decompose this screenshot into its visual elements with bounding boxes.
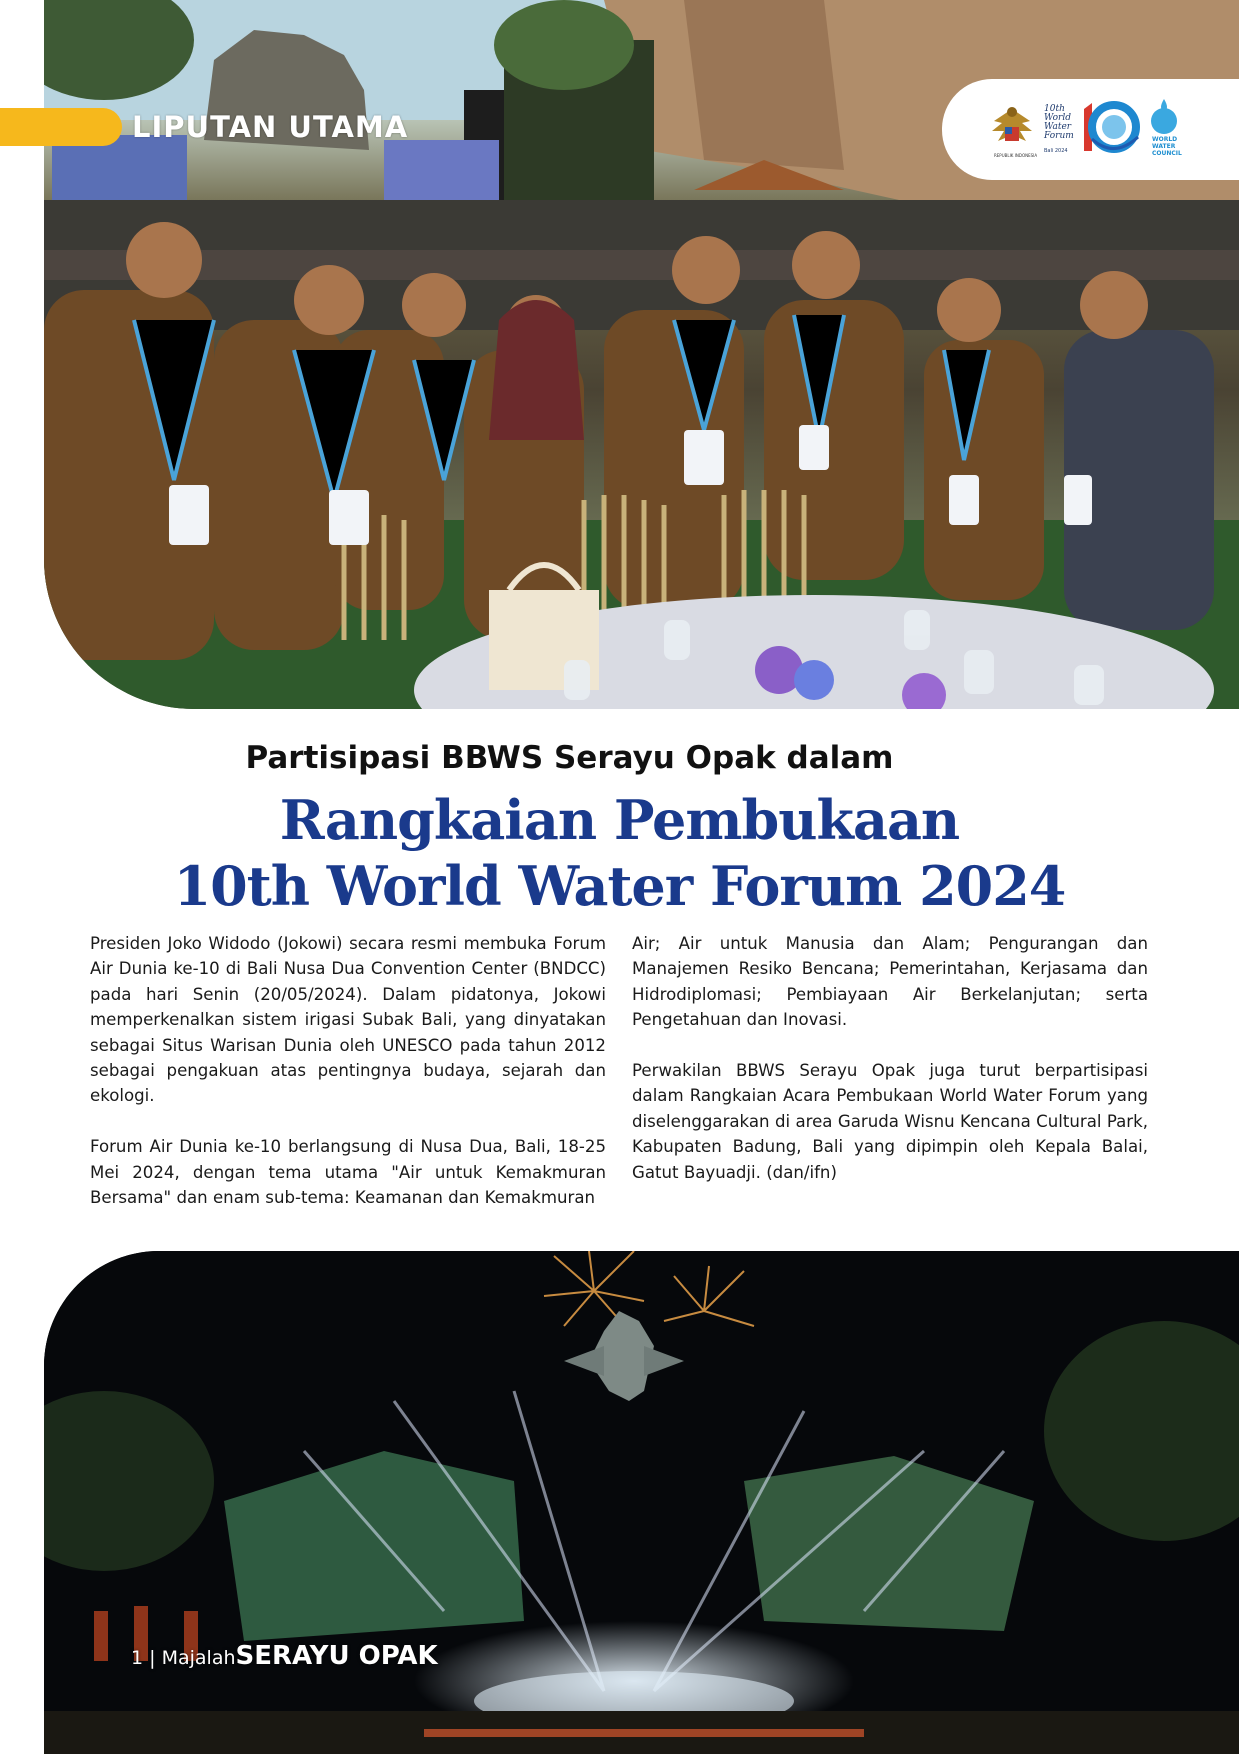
wwf-wordmark: 10th World Water Forum [1044,104,1074,141]
article-headline-line1: Rangkaian Pembukaan [279,788,960,852]
section-accent-bar [0,108,122,146]
section-label: LIPUTAN UTAMA [132,110,409,144]
magazine-prefix: Majalah [161,1647,236,1669]
garuda-emblem-icon [992,107,1032,141]
event-logos-panel [942,79,1239,180]
emblem-caption: REPUBLIK INDONESIA [994,153,1038,158]
opening-ceremony-photo [44,1251,1239,1754]
article-kicker: Partisipasi BBWS Serayu Opak dalam [245,740,894,776]
wwf-10-logo-icon [1084,103,1138,151]
council-wordmark: WORLD WATER COUNCIL [1152,136,1182,157]
paragraph: Perwakilan BBWS Serayu Opak juga turut berpartisipasi dalam Rangkaian Acara Pembukaan World Water Forum yang diselenggarakan di area Garuda Wisnu Kencana Cultural Park, Kabupaten Badung, Bali yang dipimpin oleh Kepala Balai, Gatut Bayuadji. (dan/ifn) [632,1061,1148,1182]
article-column-left [90,931,606,1236]
paragraph: Forum Air Dunia ke-10 berlangsung di Nusa Dua, Bali, 18-25 Mei 2024, dengan tema utama "Air untuk Kemakmuran Bersama" dan enam sub-tema: Keamanan dan Kemakmuran [90,1137,606,1208]
wwf-location: Bali 2024 [1044,148,1068,154]
footer-separator: | [149,1647,156,1669]
page-footer [131,1641,438,1671]
world-water-council-logo-icon [1151,99,1177,134]
paragraph: Air; Air untuk Manusia dan Alam; Pengurangan dan Manajemen Resiko Bencana; Pemerintahan, Kerjasama dan Hidrodiplomasi; Pembiayaan Air Berkelanjutan; serta Pengetahuan dan Inovasi. [632,934,1148,1030]
magazine-brand: SERAYU OPAK [235,1641,438,1671]
article-column-right [632,931,1148,1210]
page-number: 1 [131,1647,144,1669]
paragraph: Presiden Joko Widodo (Jokowi) secara resmi membuka Forum Air Dunia ke-10 di Bali Nusa Dua Convention Center (BNDCC) pada hari Senin (20/05/2024). Dalam pidatonya, Jokowi memperkenalkan sistem irigasi Subak Bali, yang dinyatakan sebagai Situs Warisan Dunia oleh UNESCO pada tahun 2012 sebagai pengakuan atas pentingnya budaya, sejarah dan ekologi. [90,934,606,1106]
article-headline-line2: 10th World Water Forum 2024 [173,854,1066,918]
